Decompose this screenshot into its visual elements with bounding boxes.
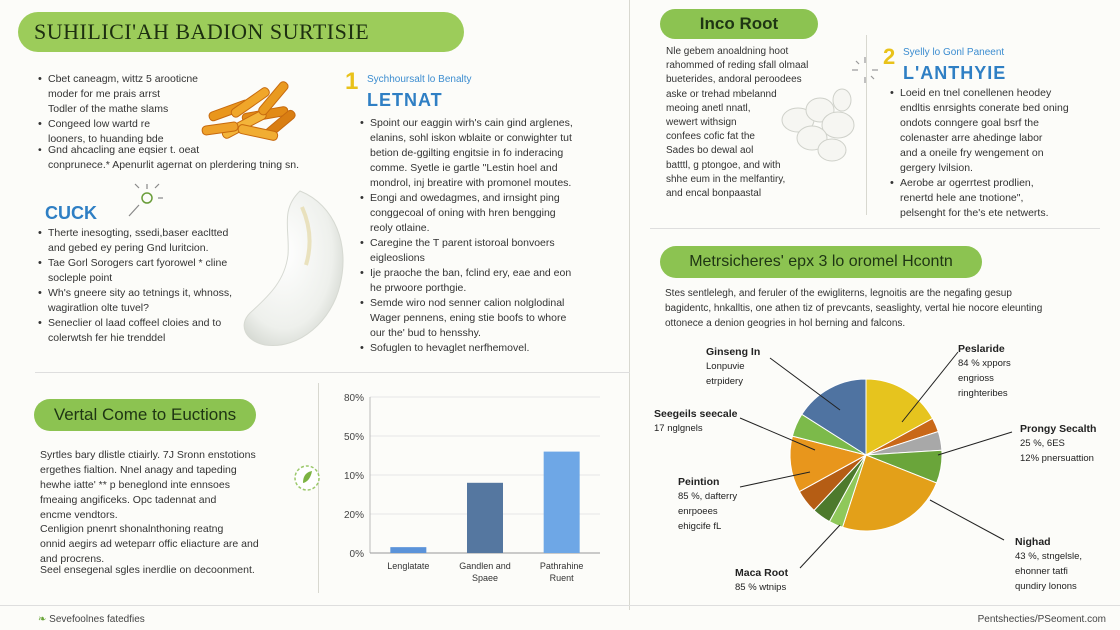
noodle-image: [198, 76, 308, 148]
inco-root-label: Inco Root: [699, 14, 779, 33]
pie-leader-line: [902, 352, 958, 422]
bar-category-label: Gandlen and: [459, 561, 511, 571]
bar-category-label: Lenglatate: [387, 561, 430, 571]
pie-label-line: ringhteribes: [958, 388, 1008, 399]
right-subtitle: Syelly lo Gonl Paneent: [903, 47, 1005, 58]
right-bullet: • Aerobe ar ogerrtest prodlien, renertd hele ane tnotione", pelsenght for the's ete netwerts.: [890, 176, 1105, 221]
left-top-bullets: [38, 72, 198, 147]
pie-leader-line: [800, 525, 840, 568]
pie-label-title: Peintion: [678, 476, 720, 488]
pie-label-title: Prongy Secalth: [1020, 423, 1097, 435]
pie-label-line: 43 %, stngelsle,: [1015, 551, 1083, 562]
vertal-body-2: Cenligion pnenrt shonalnthoning reatng onnid aegirs ad weteparr offic eliacture are and and procrens.: [40, 523, 259, 565]
bar-category-label: Pathrahine: [539, 561, 584, 571]
bar-y-tick: 10%: [343, 471, 364, 482]
pie-leader-line: [930, 500, 1004, 540]
left-top-bullet-3: Gnd ahcacling ane eqsier t. oeat conprunece.* Apenurlit agernat on plerdering tning sn.: [48, 144, 300, 171]
mid-title: LETNAT: [367, 90, 443, 110]
pie-label-ginseng: [706, 345, 760, 389]
right-title: L'ANTHYIE: [903, 63, 1007, 83]
header-title-pill: [18, 12, 464, 52]
pie-label-line: 85 %, dafterry: [678, 491, 738, 502]
pie-label-line: 84 % xppors: [958, 358, 1011, 369]
pie-leader-line: [938, 432, 1012, 455]
cuck-bullets: [38, 226, 253, 346]
left-top-bullet: • Cbet caneagm, wittz 5 arooticne moder for me prais arrst Todler of the mathe slams: [38, 72, 198, 117]
white-root-image: [240, 185, 350, 355]
pie-label-line: enrpoees: [678, 506, 718, 517]
right-bullets: [890, 86, 1105, 221]
cuck-bullet: • Seneclier ol laad coffeel cloies and to colerwtsh fer hie trenddel: [38, 316, 253, 346]
mid-bullets: [360, 116, 620, 356]
bar: [390, 547, 426, 553]
bar-category-label: Spaee: [471, 573, 499, 583]
divider-horizontal-right: [650, 228, 1100, 229]
cuck-bullet: • Wh's gneere sity ao tetnings it, whnoss, wagiratlion olte tuvel?: [38, 286, 253, 316]
footer-leaf-icon: ❧: [38, 614, 50, 625]
mid-bullet: • Sofuglen to hevaglet nerfhemovel.: [360, 341, 620, 356]
pie-label-line: qundiry lonons: [1015, 581, 1077, 592]
footer-left-text: Sevefoolnes fatedfies: [49, 614, 145, 625]
mid-bullet: • Eongi and owedagmes, and irnsight ping conggecoal of oning with hren bengging reoly otlaine.: [360, 191, 620, 236]
bar-y-tick: 0%: [349, 549, 364, 560]
pie-label-line: 17 nglgnels: [654, 423, 703, 434]
mid-bullet: • Spoint our eaggin wirh's cain gind arglenes, elanins, sohl iskon wblaite or conwighter tut betion de-ggilting engitsie in fo inderacing comme. Syetle ie gartle "Lestin hoel and mondrol, inj breatire with promonel moutes.: [360, 116, 620, 191]
leaf-badge-icon: [292, 463, 322, 493]
bar: [467, 483, 503, 553]
pie-label-line: ehigcife fL: [678, 521, 722, 532]
bar-y-tick: 20%: [343, 510, 364, 521]
metrsicheres-pill: [660, 246, 982, 278]
white-roots-image: [770, 80, 865, 170]
pie-label-title: Ginseng In: [706, 346, 761, 358]
section-number-2: 2: [883, 44, 896, 69]
left-top-bullet-long: • Gnd ahcacling ane eqsier t. oeat conprunece.* Apenurlit agernat on plerdering tning sn.: [38, 143, 338, 173]
pie-label-title: Maca Root: [735, 567, 789, 579]
inco-root-body: Nle gebem anoaldning hoot rahommed of reding sfall olmaal bueterides, andoral peroodees aske or trehad mbelannd meoing anetl nnatl, wewert withsign confees cofic fat the Sades bo dewal aol batttl, g ptongoe, and with shhe eum in the melfantiry, and encal bonpaastal: [666, 46, 809, 200]
footer-right: Pentshecties/PSeoment.com: [977, 614, 1106, 625]
pie-label-title: Peslaride: [958, 343, 1005, 355]
inco-root-pill: [660, 9, 818, 39]
pie-label-peintion: [678, 475, 737, 534]
pie-label-line: etrpidery: [706, 376, 743, 387]
cuck-bullet: • Tae Gorl Sorogers cart fyorowel * cline socleple point: [38, 256, 253, 286]
sparkle-icon: [125, 180, 165, 220]
divider-vertical-left: [629, 0, 630, 610]
mid-bullet: • Ije praoche the ban, fclind ery, eae and eon he prwoore porthgie.: [360, 266, 620, 296]
pie-label-line: 85 % wtnips: [735, 582, 787, 593]
pie-label-title: Seegeils seecale: [654, 408, 738, 420]
bar-category-label: Ruent: [549, 573, 574, 583]
pie-label-line: Lonpuvie: [706, 361, 745, 372]
pie-label-line: ehonner tatfi: [1015, 566, 1068, 577]
pie-label-nighad: [1015, 535, 1082, 594]
pie-label-line: 25 %, 6ES: [1020, 438, 1065, 449]
pie-label-line: engrioss: [958, 373, 994, 384]
cuck-title: CUCK: [45, 203, 97, 223]
bar-chart: [330, 385, 610, 600]
vertal-body-1: Syrtles bary dlistle ctiairly. 7J Sronn enstotions ergethes fialtion. Nnel anagy and tapeding hewhe iatte' ** p beneglond inte ennsoes fmeaing angificeks. Opc tadennat and encme vendtors.: [40, 449, 256, 521]
sparkle-icon-2: [850, 55, 880, 85]
section-number-1: 1: [345, 68, 359, 95]
mid-bullet: • Caregine the T parent istoroal bonvoers eigleoslions: [360, 236, 620, 266]
divider-horizontal-bottom: [0, 605, 1120, 606]
page-title: SUHILICI'AH BADION SURTISIE: [34, 19, 370, 44]
right-bullet: • Loeid en tnel conellenen heodey endltis enrsights conerate bed oning ondots conngere goal bsrf the colenaster arre ahedinge labor and a oneile fry wengement on gergery lvilsion.: [890, 86, 1105, 176]
metrsicheres-body: Stes sentlelegh, and feruler of the ewigliterns, legnoitis are the negafing gesup bagidentc, hnkalltis, one athen tiz of prevcants, seaslighty, vertal hie nocore eleunting ottonece a denion geogries in hol berning and falcons.: [665, 288, 1043, 329]
cuck-bullet: • Therte inesogting, ssedi,baser eacltted and gebed ey pering Gnd luritcion.: [38, 226, 253, 256]
pie-label-title: Nighad: [1015, 536, 1051, 548]
vertal-pill: [34, 399, 256, 431]
metrsicheres-label: Metrsicheres' epx 3 lo oromel Hcontn: [689, 253, 953, 270]
bar-y-tick: 80%: [343, 393, 364, 404]
pie-label-seegeils: [654, 407, 737, 436]
vertal-body-3: Seel ensegenal sgles inerdlie on decoonment.: [40, 564, 255, 576]
divider-horizontal-left: [35, 372, 630, 373]
footer-left: [38, 614, 145, 625]
pie-label-line: 12% pnersuattion: [1020, 453, 1094, 464]
left-top-bullet: • Congeed low wartd re looners, to huanding bde: [38, 117, 198, 147]
bar-y-tick: 50%: [343, 432, 364, 443]
bar: [544, 452, 580, 553]
pie-leader-line: [770, 358, 840, 410]
pie-label-peslaride: [958, 342, 1011, 401]
pie-label-prongy: [1020, 422, 1096, 466]
mid-bullet: • Semde wiro nod senner calion nolglodinal Wager pennens, ening stie boofs to whore our the' bud to hensshy.: [360, 296, 620, 341]
pie-label-maca-root: [735, 566, 788, 595]
vertal-label: Vertal Come to Euctions: [53, 405, 237, 424]
mid-subtitle: Sychhoursalt lo Benalty: [367, 74, 472, 85]
